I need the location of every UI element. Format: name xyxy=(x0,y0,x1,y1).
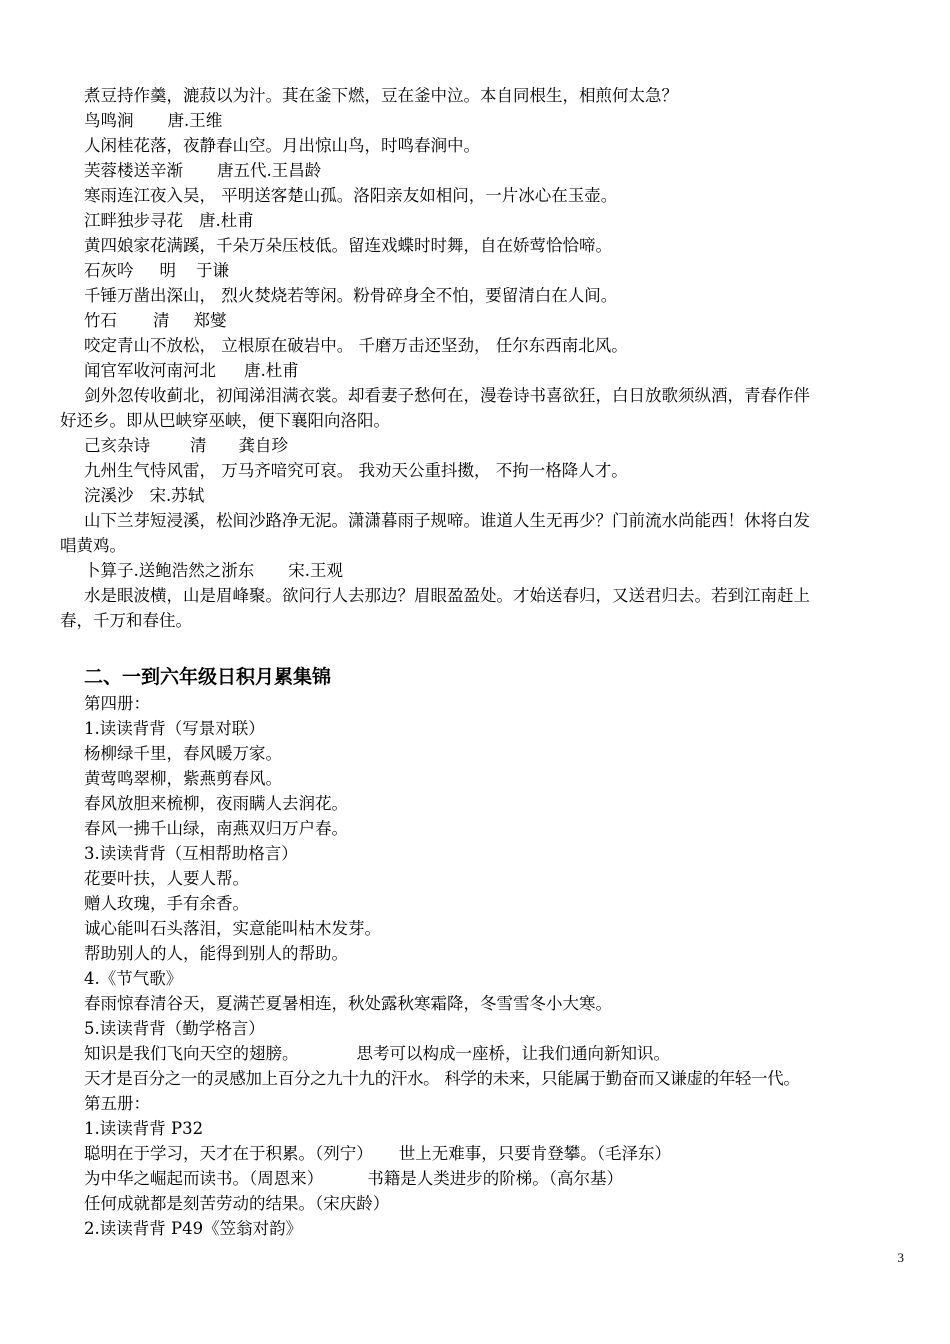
item-5-line-1a: 知识是我们飞向天空的翅膀。 xyxy=(84,1044,299,1063)
item-5-line-2: 天才是百分之一的灵感加上百分之九十九的汗水。 科学的未来，只能属于勤奋而又谦虚的年轻一代。 xyxy=(84,1069,800,1088)
book-5-line-3: 任何成就都是刻苦劳动的结果。（宋庆龄） xyxy=(84,1194,390,1213)
item-4-text: 春雨惊春清谷天，夏满芒夏暑相连，秋处露秋寒霜降，冬雪雪冬小大寒。 xyxy=(84,994,612,1013)
poem-8-text: 九州生气恃风雷， 万马齐喑究可哀。 我劝天公重抖擞， 不拘一格降人才。 xyxy=(84,461,628,480)
poem-4-text: 黄四娘家花满蹊，千朵万朵压枝低。留连戏蝶时时舞，自在娇莺恰恰啼。 xyxy=(84,236,612,255)
book-5-item-2-title: 2.读读背背 P49《笠翁对韵》 xyxy=(84,1219,303,1238)
item-1-line-1: 杨柳绿千里，春风暖万家。 xyxy=(84,744,282,763)
poem-7-author: 唐.杜甫 xyxy=(244,361,299,380)
item-5-title: 5.读读背背（勤学格言） xyxy=(84,1019,265,1038)
poem-1-text: 煮豆持作羹，漉菽以为汁。萁在釜下燃，豆在釜中泣。本自同根生，相煎何太急？ xyxy=(84,86,678,105)
poem-2-title: 鸟鸣涧 xyxy=(84,111,134,130)
poem-7-text-line1: 剑外忽传收蓟北，初闻涕泪满衣裳。却看妻子愁何在，漫卷诗书喜欲狂，白日放歌须纵酒，青春作伴 xyxy=(84,386,810,405)
poem-8-dynasty: 清 xyxy=(190,436,207,455)
poem-8-title: 己亥杂诗 xyxy=(84,436,150,455)
item-1-title: 1.读读背背（写景对联） xyxy=(84,719,265,738)
item-1-line-3: 春风放胆来梳柳，夜雨瞒人去润花。 xyxy=(84,794,348,813)
poem-10-title: 卜算子.送鲍浩然之浙东 xyxy=(84,561,255,580)
poem-3-text: 寒雨连江夜入吴， 平明送客楚山孤。洛阳亲友如相问，一片冰心在玉壶。 xyxy=(84,186,618,205)
poem-10-text-line2: 春，千万和春住。 xyxy=(60,611,192,630)
item-5-line-1b: 思考可以构成一座桥，让我们通向新知识。 xyxy=(356,1044,670,1063)
item-3-line-4: 帮助别人的人，能得到别人的帮助。 xyxy=(84,944,348,963)
book-5-line-2a: 为中华之崛起而读书。（周恩来） xyxy=(84,1169,324,1188)
book-5-line-1a: 聪明在于学习，天才在于积累。（列宁） xyxy=(84,1144,373,1163)
poem-3-author: 唐五代.王昌龄 xyxy=(217,161,322,180)
poem-9-title: 浣溪沙 xyxy=(84,486,134,505)
poem-9-text-line1: 山下兰芽短浸溪，松间沙路净无泥。潇潇暮雨子规啼。谁道人生无再少？门前流水尚能西！休将白发 xyxy=(84,511,810,530)
poem-5-text: 千锤万凿出深山， 烈火焚烧若等闲。粉骨碎身全不怕，要留清白在人间。 xyxy=(84,286,618,305)
poem-5-author: 于谦 xyxy=(196,261,229,280)
item-3-title: 3.读读背背（互相帮助格言） xyxy=(84,844,298,863)
item-3-line-1: 花要叶扶，人要人帮。 xyxy=(84,869,249,888)
book-4-label: 第四册： xyxy=(84,694,150,713)
poem-5-heading xyxy=(84,259,229,283)
book-5-line-1b: 世上无难事，只要肯登攀。（毛泽东） xyxy=(398,1144,671,1163)
poem-9-author: 宋.苏轼 xyxy=(149,486,205,505)
book-5-label: 第五册： xyxy=(84,1094,150,1113)
poem-2-text: 人闲桂花落，夜静春山空。月出惊山鸟，时鸣春涧中。 xyxy=(84,136,480,155)
item-4-title: 4.《节气歌》 xyxy=(84,969,183,988)
page-number: 3 xyxy=(897,1250,904,1265)
poem-9-heading xyxy=(84,484,204,508)
book-5-item-1-title: 1.读读背背 P32 xyxy=(84,1119,204,1138)
book-5-line-2 xyxy=(84,1167,623,1191)
poem-6-author: 郑燮 xyxy=(193,311,227,330)
item-1-line-2: 黄莺鸣翠柳，紫燕剪春风。 xyxy=(84,769,282,788)
poem-4-author: 唐.杜甫 xyxy=(199,211,254,230)
poem-5-title: 石灰吟 xyxy=(84,261,134,280)
item-1-line-4: 春风一拂千山绿，南燕双归万户春。 xyxy=(84,819,348,838)
poem-8-heading xyxy=(84,434,288,458)
poem-6-dynasty: 清 xyxy=(153,311,170,330)
poem-6-text: 咬定青山不放松， 立根原在破岩中。 千磨万击还坚劲， 任尔东西南北风。 xyxy=(84,336,628,355)
poem-7-text-line2: 好还乡。即从巴峡穿巫峡，便下襄阳向洛阳。 xyxy=(60,411,390,430)
section-2-heading: 二、一到六年级日积月累集锦 xyxy=(84,666,332,688)
book-5-line-1 xyxy=(84,1142,671,1166)
book-5-line-2b: 书籍是人类进步的阶梯。（高尔基） xyxy=(367,1169,623,1188)
poem-7-title: 闻官军收河南河北 xyxy=(84,361,216,380)
item-3-line-2: 赠人玫瑰，手有余香。 xyxy=(84,894,249,913)
poem-6-heading xyxy=(84,309,227,333)
item-5-line-1 xyxy=(84,1042,670,1066)
poem-2-author: 唐.王维 xyxy=(167,111,223,130)
item-3-line-3: 诚心能叫石头落泪，实意能叫枯木发芽。 xyxy=(84,919,381,938)
poem-9-text-line2: 唱黄鸡。 xyxy=(60,536,126,555)
poem-10-author: 宋.王观 xyxy=(288,561,343,580)
poem-2-heading xyxy=(84,109,222,133)
poem-3-heading xyxy=(84,159,321,183)
poem-10-heading xyxy=(84,559,343,583)
poem-10-text-line1: 水是眼波横，山是眉峰聚。欲问行人去那边？眉眼盈盈处。才始送春归，又送君归去。若到江南赶上 xyxy=(84,586,810,605)
poem-6-title: 竹石 xyxy=(84,311,117,330)
poem-5-dynasty: 明 xyxy=(159,261,176,280)
poem-4-title: 江畔独步寻花 xyxy=(84,211,183,230)
poem-3-title: 芙蓉楼送辛渐 xyxy=(84,161,183,180)
poem-8-author: 龚自珍 xyxy=(238,436,288,455)
poem-7-heading xyxy=(84,359,299,383)
poem-4-heading xyxy=(84,209,254,233)
